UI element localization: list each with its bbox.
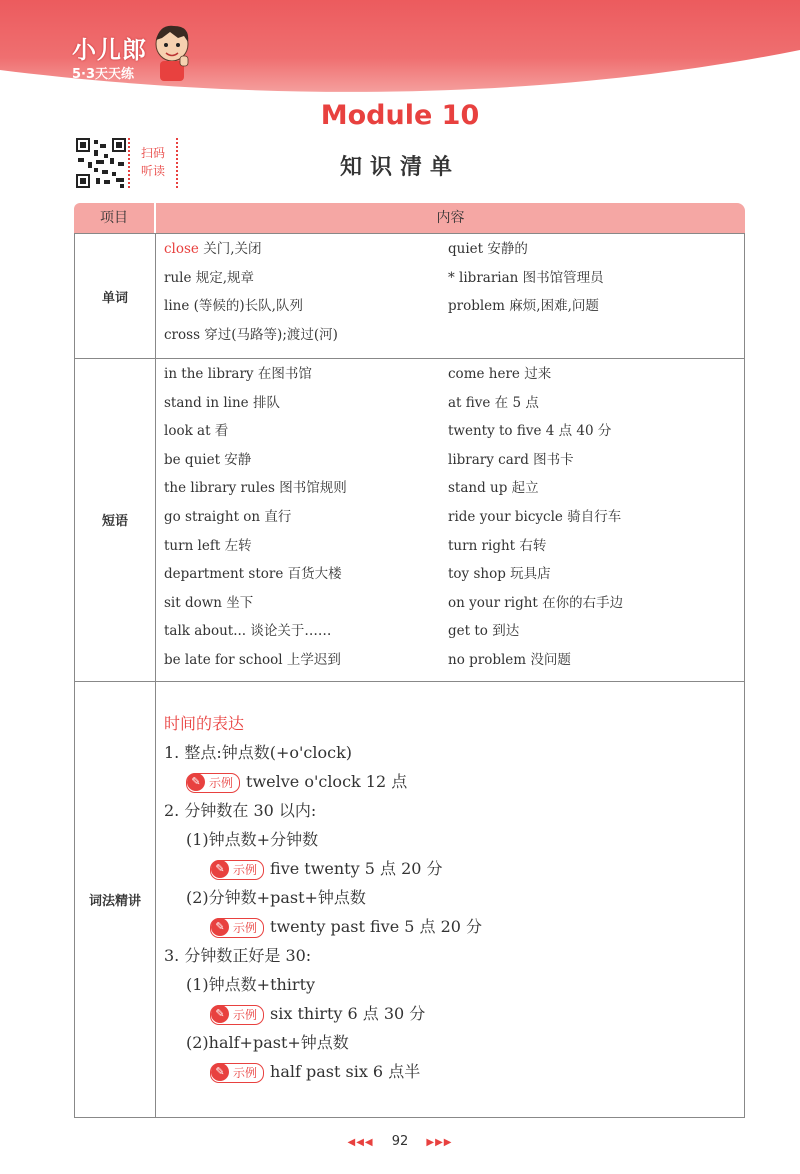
vocab-right-col xyxy=(448,235,604,321)
scan-line2: 听读 xyxy=(140,164,165,178)
qr-code-icon[interactable] xyxy=(76,138,126,188)
list-item: in the library 在图书馆 xyxy=(164,366,312,382)
grammar-subpoint: (1)钟点数+thirty xyxy=(186,975,316,994)
list-item: come here 过来 xyxy=(448,366,552,382)
list-item: get to 到达 xyxy=(448,623,520,640)
brand-logo xyxy=(72,30,147,82)
section-title: 知识清单 xyxy=(339,155,460,180)
list-item xyxy=(448,235,604,264)
list-item: be quiet 安静 xyxy=(164,451,252,468)
example-line xyxy=(210,858,443,880)
example-text: five twenty 5 点 20 分 xyxy=(270,859,443,878)
phrases-right-col xyxy=(448,360,623,675)
example-badge-label: 示例 xyxy=(233,920,258,935)
list-item xyxy=(448,292,604,321)
list-item xyxy=(164,292,338,321)
list-item: sit down 坐下 xyxy=(164,594,254,611)
vocab-word: cross xyxy=(164,326,200,343)
vocab-word: quiet xyxy=(448,241,484,257)
example-line xyxy=(210,916,482,938)
example-badge xyxy=(210,1005,264,1025)
vocab-meaning: 麻烦,困难,问题 xyxy=(504,298,599,315)
example-badge xyxy=(210,1063,264,1083)
list-item: the library rules 图书馆规则 xyxy=(164,480,347,497)
list-item: be late for school 上学迟到 xyxy=(164,651,341,668)
list-item xyxy=(448,264,604,293)
list-item: twenty to five 4 点 40 分 xyxy=(448,423,612,440)
module-title: Module 10 xyxy=(320,100,480,131)
vocab-label: 单词 xyxy=(75,234,156,358)
list-item xyxy=(164,235,338,264)
grammar-point: 1. 整点:钟点数(+o'clock) xyxy=(164,743,353,762)
vocab-word: line xyxy=(164,298,190,315)
example-badge xyxy=(186,773,240,793)
vocab-meaning: 图书馆管理员 xyxy=(518,269,604,286)
knowledge-table xyxy=(74,203,745,1081)
phrases-left-col xyxy=(164,360,347,675)
example-badge xyxy=(210,860,264,880)
grammar-label: 词法精讲 xyxy=(75,682,156,1117)
pen-icon: ✎ xyxy=(211,918,229,936)
pen-icon: ✎ xyxy=(211,860,229,878)
brand-logo-sub: 5·3天天练 xyxy=(72,67,135,82)
list-item xyxy=(164,321,338,350)
example-text: six thirty 6 点 30 分 xyxy=(270,1004,426,1023)
grammar-subpoint: (2)分钟数+past+钟点数 xyxy=(186,888,366,907)
vocab-meaning: 关门,关闭 xyxy=(198,241,262,257)
grammar-heading: 时间的表达 xyxy=(164,714,245,733)
list-item: look at 看 xyxy=(164,423,229,440)
phrases-label: 短语 xyxy=(75,358,156,681)
next-arrows-icon: ▶▶▶ xyxy=(426,1137,453,1148)
example-badge xyxy=(210,918,264,938)
list-item: no problem 没问题 xyxy=(448,651,571,668)
vocab-row xyxy=(74,233,745,359)
example-text: twenty past five 5 点 20 分 xyxy=(270,917,483,936)
example-badge-label: 示例 xyxy=(209,775,234,790)
vocab-left-col xyxy=(164,235,338,349)
scan-line1: 扫码 xyxy=(140,146,165,160)
list-item: stand up 起立 xyxy=(448,480,539,497)
list-item: department store 百货大楼 xyxy=(164,566,342,583)
prev-arrows-icon: ◀◀◀ xyxy=(347,1137,374,1148)
example-badge-label: 示例 xyxy=(233,1007,258,1022)
mascot-boy-icon xyxy=(150,22,194,82)
list-item: turn left 左转 xyxy=(164,537,252,554)
vocab-word: close xyxy=(164,241,199,257)
grammar-row xyxy=(74,682,745,1118)
page-footer xyxy=(0,1134,800,1149)
list-item: on your right 在你的右手边 xyxy=(448,594,624,611)
example-badge-label: 示例 xyxy=(233,1065,258,1080)
table-header-content: 内容 xyxy=(156,203,745,233)
example-line xyxy=(210,1061,420,1083)
list-item: go straight on 直行 xyxy=(164,508,292,525)
vocab-meaning: 安静的 xyxy=(483,241,528,257)
phrases-cell xyxy=(156,358,744,681)
list-item: toy shop 玩具店 xyxy=(448,566,551,583)
example-line xyxy=(186,771,407,793)
grammar-subpoint: (1)钟点数+分钟数 xyxy=(186,830,319,849)
example-text: twelve o'clock 12 点 xyxy=(246,772,408,791)
grammar-point: 2. 分钟数在 30 以内: xyxy=(164,801,317,820)
vocab-meaning: 规定,规章 xyxy=(191,269,255,286)
list-item: talk about... 谈论关于…… xyxy=(164,623,332,640)
vocab-word: * librarian xyxy=(448,269,519,286)
example-line xyxy=(210,1003,425,1025)
grammar-cell xyxy=(156,682,744,1117)
list-item: ride your bicycle 骑自行车 xyxy=(448,508,622,525)
pen-icon: ✎ xyxy=(211,1063,229,1081)
table-header xyxy=(74,203,745,233)
list-item: stand in line 排队 xyxy=(164,394,280,411)
vocab-meaning: (等候的)长队,队列 xyxy=(189,298,303,315)
vocab-cell xyxy=(156,234,744,358)
list-item: at five 在 5 点 xyxy=(448,394,539,411)
page-number: 92 xyxy=(391,1134,409,1149)
vocab-meaning: 穿过(马路等);渡过(河) xyxy=(200,326,338,343)
list-item xyxy=(164,264,338,293)
table-header-item: 项目 xyxy=(74,203,154,233)
pen-icon: ✎ xyxy=(187,773,205,791)
list-item: library card 图书卡 xyxy=(448,451,574,468)
grammar-subpoint: (2)half+past+钟点数 xyxy=(186,1033,349,1052)
phrases-row xyxy=(74,358,745,682)
vocab-word: rule xyxy=(164,269,192,286)
list-item: turn right 右转 xyxy=(448,537,547,554)
brand-logo-main: 小儿郎 xyxy=(72,36,147,64)
scan-to-listen-label[interactable] xyxy=(128,138,178,188)
vocab-word: problem xyxy=(448,298,505,315)
example-text: half past six 6 点半 xyxy=(270,1062,421,1081)
grammar-point: 3. 分钟数正好是 30: xyxy=(164,946,312,965)
example-badge-label: 示例 xyxy=(233,862,258,877)
pen-icon: ✎ xyxy=(211,1005,229,1023)
